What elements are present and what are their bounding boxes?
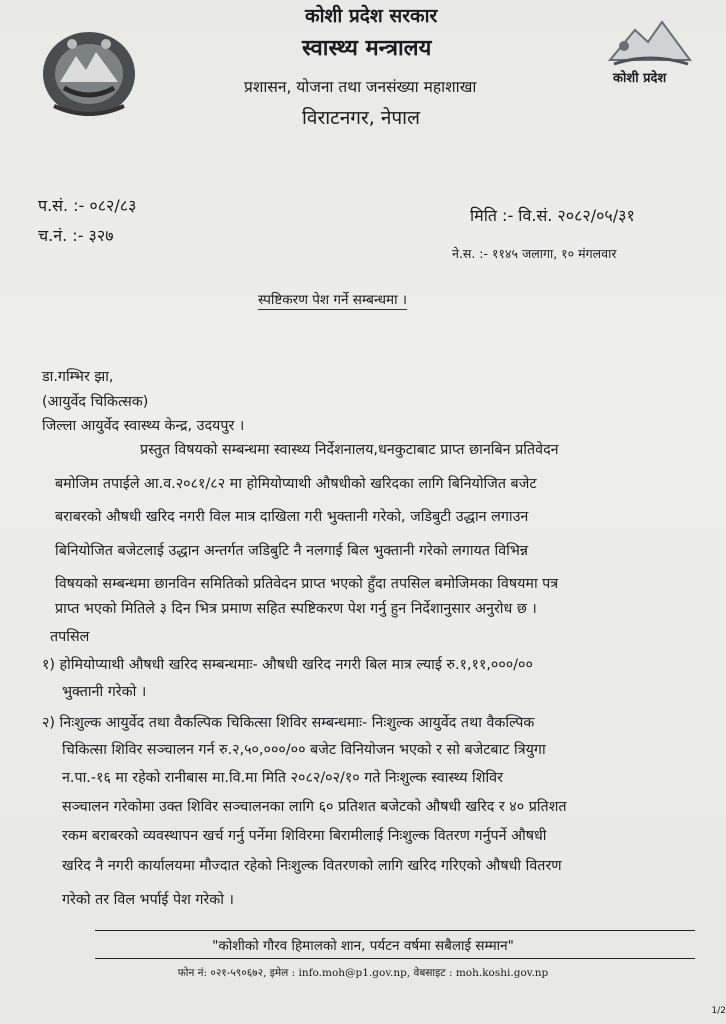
ministry-name: स्वास्थ्य मन्त्रालय	[302, 36, 432, 61]
recipient-name: डा.गम्भिर झा,	[42, 369, 114, 385]
logo-right-text: कोशी प्रदेश	[613, 71, 667, 86]
office-location: विराटनगर, नेपाल	[302, 107, 420, 129]
footer-contact: फोन नं: ०२१-५९०६७२, इमेल : info.moh@p1.gov.np, वेबसाइट : moh.koshi.gov.np	[177, 967, 549, 979]
patra-sankhya: प.सं. :- ०८२/८३	[38, 196, 137, 215]
footer-rule-bottom	[95, 958, 695, 959]
item-1-line: १) होमियोप्याथी औषधी खरिद सम्बन्धमाः- औषधी खरिद नगरी बिल मात्र ल्याई रु.१,११,०००/००	[42, 657, 533, 673]
nepal-emblem-icon	[34, 22, 144, 122]
date: मिति :- वि.सं. २०८२/०५/३१	[470, 206, 635, 225]
paragraph-line: बराबरको औषधी खरिद नगरी विल मात्र दाखिला गरी भुक्तानी गरेको, जडिबुटी उद्धान लगाउन	[55, 509, 529, 525]
footer-slogan: "कोशीको गौरव हिमालको शान, पर्यटन वर्षमा सबैलाई सम्मान"	[212, 938, 514, 954]
paragraph-line: प्रस्तुत विषयको सम्बन्धमा स्वास्थ्य निर्देशनालय,धनकुटाबाट प्राप्त छानबिन प्रतिवेदन	[140, 442, 559, 458]
item-2-line: चिकित्सा शिविर सञ्चालन गर्न रु.२,५०,०००/०० बजेट विनियोजन भएको र सो बजेटबाट त्रियुगा	[62, 742, 546, 758]
item-2-line: गरेको तर विल भर्पाई पेश गरेको ।	[62, 892, 234, 908]
paragraph-line: बमोजिम तपाईले आ.व.२०८१/८२ मा होमियोप्याथी औषधीको खरिदका लागि बिनियोजित बजेट	[55, 476, 537, 492]
item-2-line: न.पा.-१६ मा रहेको रानीबास मा.वि.मा मिति २०८२/०२/१० गते निःशुल्क स्वास्थ्य शिविर	[62, 770, 503, 786]
footer-rule-top	[95, 930, 695, 931]
recipient-title: (आयुर्वेद चिकित्सक)	[42, 394, 149, 410]
item-2-line: सञ्चालन गरेकोमा उक्त शिविर सञ्चालनका लागि ६० प्रतिशत बजेटको औषधी खरिद र ४० प्रतिशत	[62, 799, 567, 815]
subject-line: स्पष्टिकरण पेश गर्ने सम्बन्धमा ।	[258, 292, 408, 308]
tapsil-label: तपसिल	[50, 629, 90, 645]
page-number: 1/2	[711, 1006, 726, 1016]
recipient-office: जिल्ला आयुर्वेद स्वास्थ्य केन्द्र, उदयपुर ।	[42, 418, 245, 434]
paragraph-line: बिनियोजित बजेटलाई उद्धान अन्तर्गत जडिबुटि नै नलगाई बिल भुक्तानी गरेको लगायत विभिन्न	[55, 543, 529, 559]
item-2-line: खरिद नै नगरी कार्यालयमा मौज्दात रहेको निःशुल्क वितरणको लागि खरिद गरिएको औषधी वितरण	[62, 858, 562, 874]
item-2-line: रकम बराबरको व्यवस्थापन खर्च गर्नु पर्नेमा शिविरमा बिरामीलाई निःशुल्क वितरण गर्नुपर्ने औषधी	[62, 828, 547, 844]
nepal-sambat-date: ने.स. :- ११४५ जलागा, १० मंगलवार	[452, 246, 617, 261]
government-name: कोशी प्रदेश सरकार	[305, 5, 438, 27]
division-name: प्रशासन, योजना तथा जनसंख्या महाशाखा	[244, 78, 477, 96]
chalani-number: च.नं. :- ३२७	[38, 226, 114, 245]
item-1-line: भुक्तानी गरेको ।	[62, 684, 147, 700]
paragraph-line: विषयको सम्बन्धमा छानविन समितिको प्रतिवेदन प्राप्त भएको हुँदा तपसिल बमोजिमका विषयमा पत्र	[55, 576, 559, 592]
item-2-line: २) निःशुल्क आयुर्वेद तथा वैकल्पिक चिकित्सा शिविर सम्बन्धमाः- निःशुल्क आयुर्वेद तथा वैकल्पिक	[42, 715, 535, 731]
paragraph-line: प्राप्त भएको मितिले ३ दिन भित्र प्रमाण सहित स्पष्टिकरण पेश गर्नु हुन निर्देशानुसार अनुरोध छ ।	[55, 601, 537, 617]
